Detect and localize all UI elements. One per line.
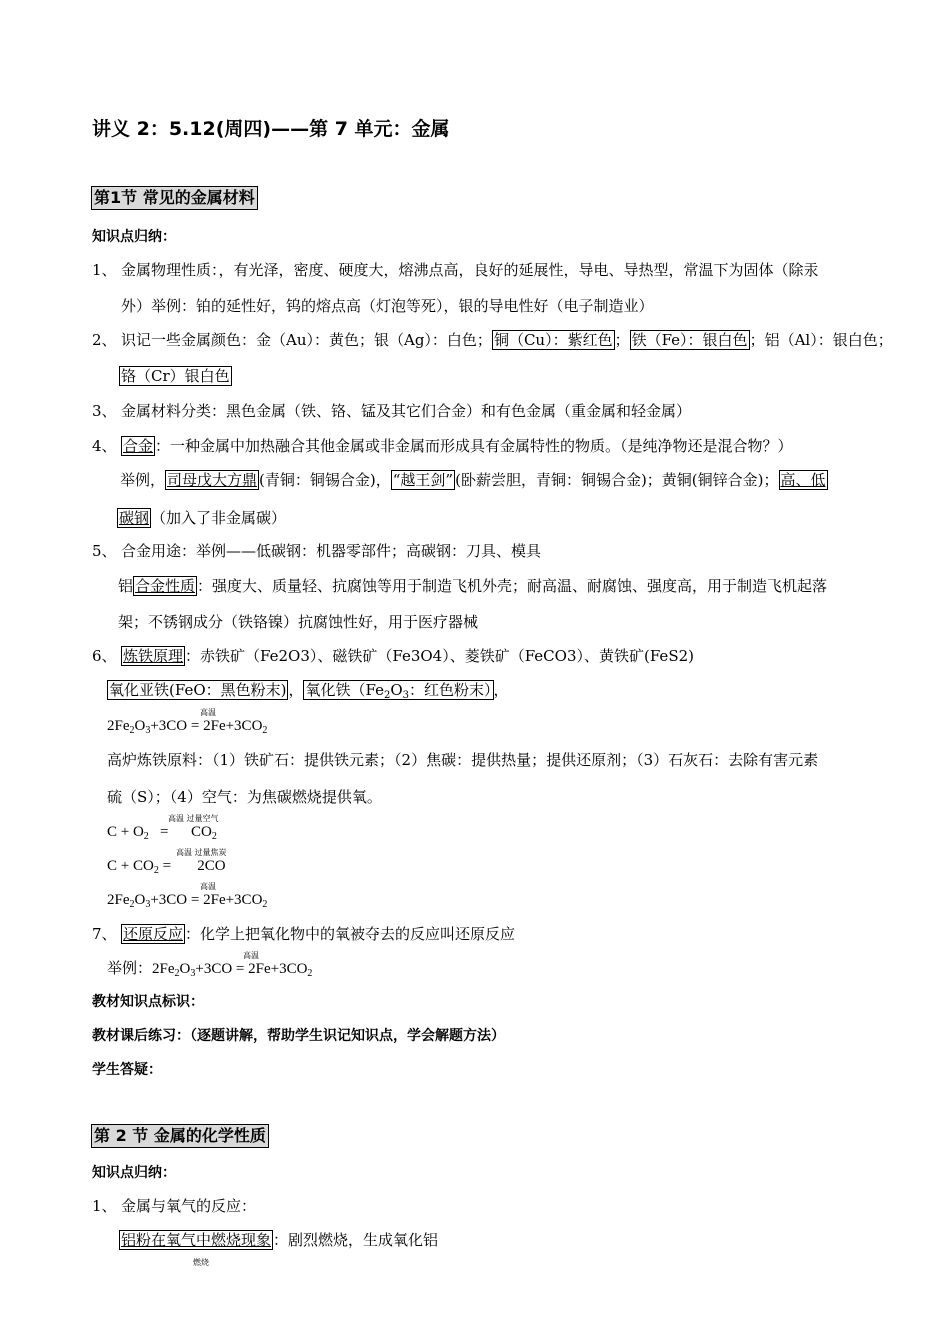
boxed-term: 铁（Fe）：银白色 [631, 331, 748, 349]
item-text: 铝 [118, 577, 134, 595]
student-qa-label: 学生答疑： [92, 1062, 162, 1078]
boxed-term: 司母戊大方鼎 [167, 471, 258, 489]
item-text: 金属与氧气的反应： [121, 1197, 257, 1215]
boxed-term: 铝粉在氧气中燃烧现象 [121, 1231, 272, 1249]
separator: ； [614, 331, 630, 349]
boxed-term: 氧化亚铁(FeO：黑色粉末) [109, 681, 287, 699]
boxed-term: 合金 [123, 437, 154, 455]
item-text: 举例： [107, 961, 153, 977]
textbook-exercise-label: 教材课后练习：（逐题讲解，帮助学生识记知识点，学会解题方法） [92, 1028, 505, 1044]
item-number: 2、 [92, 331, 117, 349]
item-text: O [390, 681, 403, 699]
knowledge-summary-label: 知识点归纳： [92, 229, 176, 245]
item-text: ：赤铁矿（Fe2O3）、磁铁矿（Fe3O4）、菱铁矿（FeCO3）、黄铁矿(FeS2) [185, 647, 694, 665]
furnace-materials-continuation: 硫（S）；（4）空气：为焦碳燃烧提供氧。 [107, 788, 382, 806]
boxed-term: 铬（Cr）银白色 [121, 367, 230, 385]
item-number: 1、 [92, 1197, 117, 1215]
section-1-heading-wrap [91, 186, 258, 210]
knowledge-summary-label: 知识点归纳： [92, 1165, 176, 1181]
item-2 [92, 330, 893, 350]
reaction-condition: 高温 过量空气 [168, 814, 219, 823]
separator: ， [493, 681, 509, 699]
boxed-term: 高、低 [780, 471, 826, 489]
item-5 [92, 541, 541, 561]
item-6 [92, 646, 694, 666]
item-number: 1、 [92, 261, 117, 279]
section-2-heading: 第 2 节 金属的化学性质 [91, 1124, 269, 1148]
item-4-continuation [117, 508, 286, 528]
item-text: ：剧烈燃烧，生成氧化铝 [273, 1231, 439, 1249]
item-text: 金属物理性质：，有光泽，密度、硬度大，熔沸点高，良好的延展性，导电、导热型，常温下为固体（除汞 [121, 261, 819, 279]
item-5-continuation: 架；不锈钢成分（铁铬镍）抗腐蚀性好，用于医疗器械 [118, 613, 479, 631]
item-4-examples [120, 470, 828, 490]
boxed-term: 合金性质 [135, 577, 196, 595]
separator: ， [288, 681, 304, 699]
reaction-condition: 高温 过量焦炭 [176, 848, 227, 857]
item-4 [92, 436, 793, 456]
item-text: ：强度大、质量轻、抗腐蚀等用于制造飞机外壳；耐高温、耐腐蚀、强度高，用于制造飞机起落 [197, 577, 828, 595]
boxed-term: 碳钢 [119, 509, 150, 527]
item-number: 3、 [92, 402, 117, 420]
iron-oxides [107, 680, 509, 700]
item-text: 金属材料分类：黑色金属（铁、铬、锰及其它们合金）和有色金属（重金属和轻金属） [121, 402, 692, 420]
boxed-term: 还原反应 [123, 925, 184, 943]
item-text: ：化学上把氧化物中的氧被夺去的反应叫还原反应 [185, 925, 516, 943]
equation-carbon-oxygen: $C + O_2$ = $CO_2$ [107, 824, 217, 842]
item-text: （加入了非金属碳） [151, 509, 287, 527]
section-1-heading: 第1节 常见的金属材料 [91, 186, 258, 210]
item-5-aluminum [118, 576, 827, 596]
item-text: ；铝（Al）：银白色； [749, 331, 893, 349]
reaction-condition: 高温 [200, 708, 216, 717]
item-text: (卧薪尝胆，青铜：铜锡合金)；黄铜(铜锌合金)； [455, 471, 779, 489]
item-7 [92, 924, 515, 944]
boxed-term: 炼铁原理 [123, 647, 184, 665]
item-7-example: 举例：$2Fe_2O_3+3CO = 2Fe+3CO_2$ [107, 961, 313, 979]
aluminum-combustion [119, 1230, 438, 1250]
reaction-condition: 高温 [243, 951, 259, 960]
boxed-term: 氧化铁（$Fe_2O_3$：红色粉末） [305, 681, 492, 701]
item-3 [92, 401, 691, 421]
textbook-knowledge-label: 教材知识点标识： [92, 994, 204, 1010]
equation-iron-smelting: $2Fe_2O_3+3CO = 2Fe+3CO_2$ [107, 892, 268, 910]
item-number: 5、 [92, 542, 117, 560]
item-2-continuation [119, 366, 232, 386]
item-text: (青铜：铜锡合金)， [259, 471, 391, 489]
item-1-continuation: 外）举例：铂的延性好，钨的熔点高（灯泡等死），银的导电性好（电子制造业） [121, 297, 654, 315]
furnace-materials: 高炉炼铁原料：（1）铁矿石：提供铁元素；（2）焦碳：提供热量；提供还原剂；（3）石灰石：去除有害元素 [107, 751, 819, 769]
item-text: 举例， [120, 471, 166, 489]
reaction-condition: 高温 [200, 882, 216, 891]
item-1 [92, 260, 819, 280]
reaction-condition: 燃烧 [193, 1258, 209, 1267]
item-text: 合金用途：举例——低碳钢：机器零部件；高碳钢：刀具、模具 [121, 542, 542, 560]
page-title: 讲义 2：5.12(周四)——第 7 单元：金属 [92, 118, 450, 140]
item-number: 7、 [92, 925, 117, 943]
item-text: ：红色粉末） [409, 681, 492, 699]
section-2-heading-wrap [91, 1124, 269, 1148]
item-text: 氧化铁（Fe [305, 681, 384, 699]
item-text: ：一种金属中加热融合其他金属或非金属而形成具有金属特性的物质。（是纯净物还是混合物？） [155, 437, 793, 455]
equation-iron-smelting: $2Fe_2O_3+3CO = 2Fe+3CO_2$ [107, 718, 268, 736]
section-2-item-1 [92, 1196, 256, 1216]
boxed-term: 铜（Cu）：紫红色 [493, 331, 613, 349]
boxed-term: “越王剑” [392, 471, 454, 489]
item-number: 4、 [92, 437, 117, 455]
item-text: 识记一些金属颜色：金（Au）：黄色；银（Ag）：白色； [121, 331, 492, 349]
equation-carbon-dioxide: $C + CO_2$ = 2CO [107, 858, 226, 876]
item-number: 6、 [92, 647, 117, 665]
